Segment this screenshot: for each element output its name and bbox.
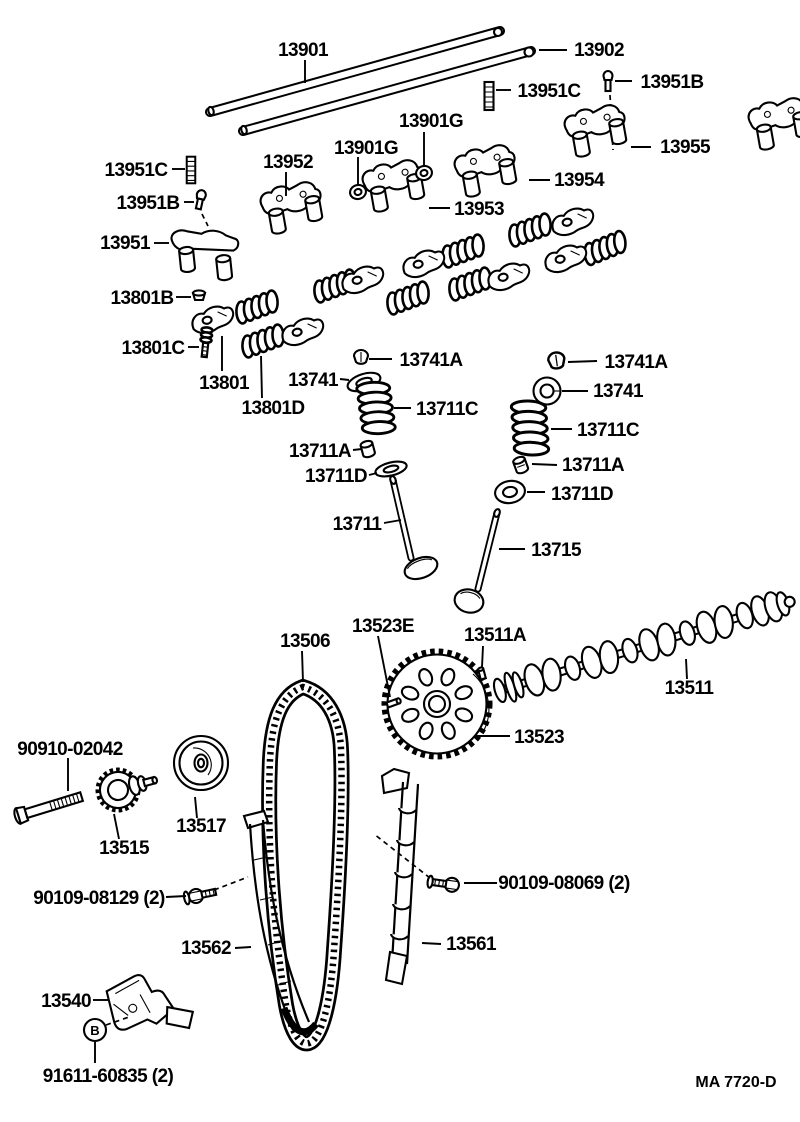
part-label-13540: 13540 bbox=[41, 991, 91, 1012]
part-label-13951b-left: 13951B bbox=[116, 193, 180, 214]
part-label-13711d-right: 13711D bbox=[551, 484, 613, 505]
part-label-13741-right: 13741 bbox=[593, 381, 643, 402]
part-label-13506: 13506 bbox=[280, 631, 330, 652]
part-label-13801d: 13801D bbox=[241, 398, 305, 419]
part-stud-13951c-left bbox=[187, 157, 196, 184]
part-label-13517: 13517 bbox=[176, 816, 226, 837]
part-valve-spring-13711c-right bbox=[510, 398, 550, 458]
part-label-13954: 13954 bbox=[554, 170, 604, 191]
part-label-13901g-lower: 13901G bbox=[333, 138, 399, 159]
part-label-90910: 90910-02042 bbox=[17, 739, 123, 760]
part-label-13511a: 13511A bbox=[464, 625, 526, 646]
part-nut-13801b bbox=[193, 290, 205, 300]
part-spring-retainer-lock-right bbox=[547, 351, 565, 369]
part-label-13715: 13715 bbox=[531, 540, 581, 561]
part-label-13711a-right: 13711A bbox=[562, 455, 624, 476]
part-label-13801c: 13801C bbox=[121, 338, 185, 359]
part-label-13711: 13711 bbox=[332, 514, 382, 535]
part-vibration-damper-13517 bbox=[174, 736, 228, 790]
part-label-13741a-right: 13741A bbox=[604, 352, 668, 373]
part-label-13902: 13902 bbox=[574, 40, 624, 61]
part-label-13523: 13523 bbox=[514, 727, 564, 748]
part-label-13511: 13511 bbox=[664, 678, 714, 699]
part-label-13951: 13951 bbox=[100, 233, 150, 254]
part-label-13561: 13561 bbox=[446, 934, 496, 955]
part-label-13901g-upper: 13901G bbox=[398, 111, 464, 132]
part-label-13951b-right: 13951B bbox=[640, 72, 704, 93]
part-label-13711d-left: 13711D bbox=[305, 466, 367, 487]
part-label-91611: 91611-60835 (2) bbox=[42, 1066, 174, 1087]
part-label-13711c-right: 13711C bbox=[577, 420, 639, 441]
part-label-13901: 13901 bbox=[278, 40, 328, 61]
part-valve-spring-13711c-left bbox=[355, 378, 396, 437]
part-spring-retainer-lock-left bbox=[354, 350, 368, 364]
part-label-13562: 13562 bbox=[181, 938, 231, 959]
part-label-13515: 13515 bbox=[99, 838, 149, 859]
part-label-13951c-left: 13951C bbox=[104, 160, 168, 181]
part-label-13711a-left: 13711A bbox=[289, 441, 351, 462]
part-stud-13951c-right bbox=[485, 82, 494, 110]
part-label-13741a-left: 13741A bbox=[399, 350, 463, 371]
part-spring-retainer-right bbox=[534, 378, 561, 405]
part-label-13951c-right: 13951C bbox=[517, 81, 581, 102]
part-label-08069: 90109-08069 (2) bbox=[498, 873, 630, 894]
part-stem-seal-left bbox=[360, 440, 376, 459]
part-label-13741-left: 13741 bbox=[288, 370, 338, 391]
part-label-13801: 13801 bbox=[199, 373, 249, 394]
part-label-13955: 13955 bbox=[660, 137, 710, 158]
part-label-13523e: 13523E bbox=[352, 616, 414, 637]
figure-code: MA 7720-D bbox=[695, 1074, 777, 1091]
ref-b-label: B bbox=[90, 1023, 100, 1038]
part-label-13953: 13953 bbox=[454, 199, 504, 220]
part-label-13801b: 13801B bbox=[110, 288, 174, 309]
part-label-13952: 13952 bbox=[263, 152, 313, 173]
part-label-13711c-left: 13711C bbox=[416, 399, 478, 420]
part-label-08129: 90109-08129 (2) bbox=[33, 888, 165, 909]
part-bolt-13951b-right bbox=[604, 71, 613, 91]
